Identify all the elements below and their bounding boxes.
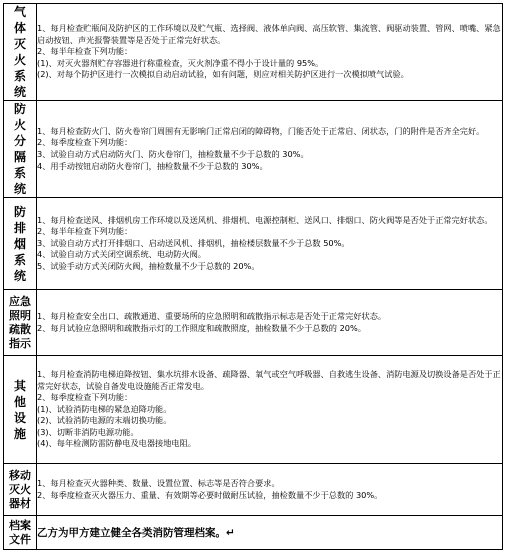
category-cell: 移动 灭火 器材 <box>4 464 37 516</box>
content-line: 1、每月检查安全出口、疏散通道、重要场所的应急照明和疏散指示标志是否处于正常完好状态。 <box>37 310 387 321</box>
content-line: 1、每月检查送风、排烟机房工作环境以及送风机、排烟机、电源控制柜、送风口、排烟口、防火阀等是否处于正常完好状态。 <box>37 214 493 225</box>
maintenance-table <box>3 3 503 550</box>
content-line: 4、用手动按钮启动防火卷帘门，抽检数量不少于总数的 30%。 <box>37 160 268 171</box>
table-row-gas-extinguishing <box>4 4 503 101</box>
table-row-archive-files <box>4 516 503 550</box>
category-cell: 防 排 烟 系 统 <box>4 198 37 290</box>
content-line: 5、试验手动方式关闭防火阀，抽检数量不少于总数的 20%。 <box>37 260 260 271</box>
content-line: 2、每季度检查下列功能： <box>37 137 133 148</box>
content-line: 2、每半年检查下列功能： <box>37 46 133 57</box>
content-cell <box>37 464 503 516</box>
content-line: 4、试验自动方式关闭空调系统、电动防火阀。 <box>37 249 206 260</box>
table-row-other-facilities <box>4 356 503 464</box>
content-line: 2、每月试验应急照明和疏散指示灯的工作照度和疏散照度，抽检数量不少于总数的 20%。 <box>37 322 366 333</box>
content-line: (1)、试验消防电梯的紧急迫降功能。 <box>37 403 172 414</box>
content-line: (2)、对每个防护区进行一次模拟自动启动试验，如有问题，则应对相关防护区进行一次模拟喷气试验。 <box>37 69 409 80</box>
content-line: 3、试验自动方式打开排烟口、启动送风机、排烟机，抽检楼层数量不少于总数 50%。 <box>37 237 350 248</box>
table-row-smoke-control <box>4 198 503 290</box>
content-line: 1、每月检查贮瓶间及防护区的工作环境以及贮气瓶、选择阀、液体单向阀、高压软管、集流管、阀驱动装置、管网、喷嘴、紧急启动按钮、声光报警装置等是否处于正常完好状态。 <box>37 23 501 45</box>
content-cell <box>37 516 503 550</box>
content-cell <box>37 4 503 101</box>
content-line: 2、每季度检查下列功能： <box>37 392 133 403</box>
table-row-emergency-lighting <box>4 290 503 356</box>
content-line: (4)、每年检测防雷防静电及电器接地电阻。 <box>37 438 196 449</box>
content-cell <box>37 356 503 464</box>
content-line: (3)、切断非消防电源功能。 <box>37 426 139 437</box>
content-cell <box>37 290 503 356</box>
category-cell: 防 火 分 隔 系 统 <box>4 101 37 198</box>
content-line: 1、每月检查消防电梯迫降按钮、集水坑排水设备、疏降器、氧气或空气呼吸器、自救逃生设备、消防电源及切换设备是否处于正常完好状态，试验自备发电设施能否正常发电。 <box>37 368 501 391</box>
category-cell: 档案 文件 <box>4 516 37 550</box>
content-line: (1)、对灭火器剂贮存容器进行称重检查，灭火剂净重不得小于设计量的 95%。 <box>37 57 324 68</box>
content-line: 3、试验自动方式启动防火门、防火卷帘门，抽检数量不少于总数的 30%。 <box>37 149 309 159</box>
table-row-portable-extinguishers <box>4 464 503 516</box>
content-line: 乙方为甲方建立健全各类消防管理档案。↵ <box>37 526 235 539</box>
content-line: 2、每季度检查灭火器压力、重量、有效期等必要时做耐压试验，抽检数量不少于总数的 30%。 <box>37 489 383 500</box>
content-line: 2、每半年检查下列功能： <box>37 226 133 237</box>
content-line: 1、每月检查灭火器种类、数量、设置位置、标志等是否符合要求。 <box>37 477 280 488</box>
content-cell <box>37 198 503 290</box>
content-line: (2)、试验消防电源的末端切换功能。 <box>37 415 172 426</box>
content-line: 1、每月检查防火门、防火卷帘门周围有无影响门正常启闭的障碍物，门能否处于正常启、闭状态，门的附件是否齐全完好。 <box>37 125 485 136</box>
category-cell: 应急 照明 疏散 指示 <box>4 290 37 356</box>
category-cell: 其 他 设 施 <box>4 356 37 464</box>
category-cell: 气 体 灭 火 系 统 <box>4 4 37 101</box>
table-row-fire-separation <box>4 101 503 198</box>
content-cell <box>37 101 503 198</box>
